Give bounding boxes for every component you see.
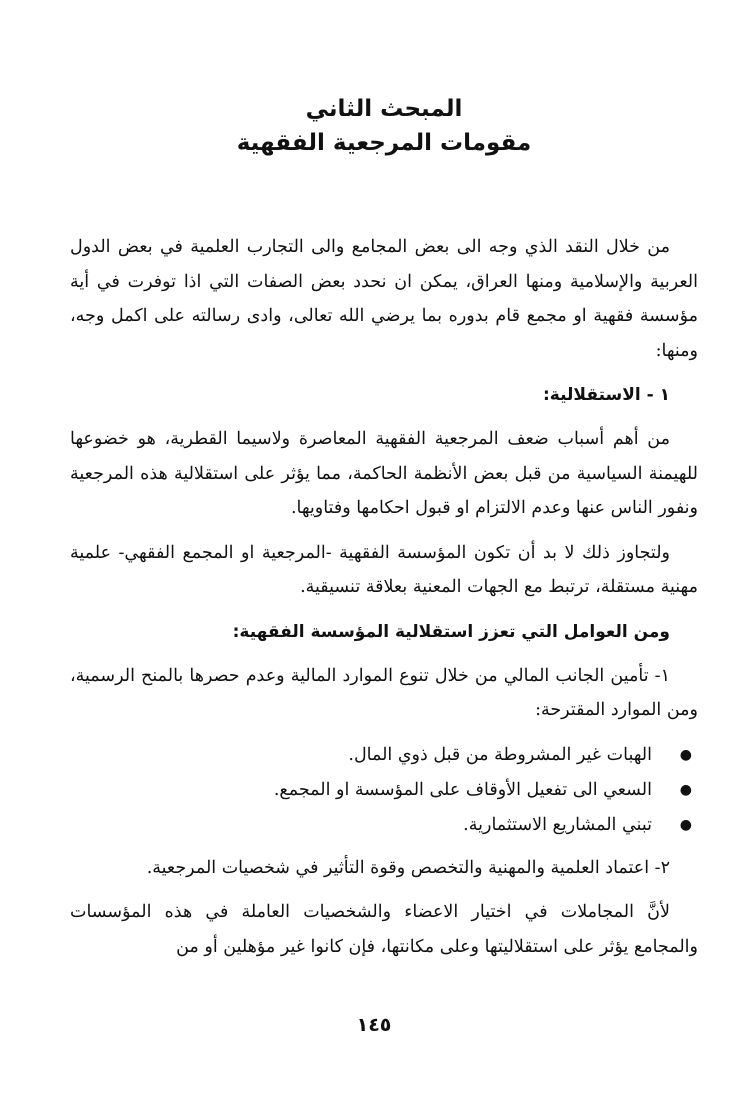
heading-factors: ومن العوامل التي تعزز استقلالية المؤسسة الفقهية:	[232, 621, 670, 642]
section-subtitle: مقومات المرجعية الفقهية	[236, 130, 532, 156]
list-item	[70, 773, 692, 808]
list-item	[70, 738, 692, 773]
bullet-icon: ●	[679, 816, 692, 833]
list-item-text: السعي الى تفعيل الأوقاف على المؤسسة او المجمع.	[273, 779, 652, 800]
heading-independence: ١ - الاستقلالية:	[543, 385, 670, 405]
paragraph-professionalism: ٢- اعتماد العلمية والمهنية والتخصص وقوة التأثير في شخصيات المرجعية.	[146, 857, 670, 878]
intro-paragraph: من خلال النقد الذي وجه الى بعض المجامع والى التجارب العلمية في بعض الدول العربية والإسلامية ومنها العراق، يمكن ان نحدد بعض الصفات التي اذا توفرت في أية مؤسسة فقهية او مجمع قام بدوره بما يرضي الله تعالى، وادى رسالته على اكمل وجه، ومنها:	[70, 237, 698, 361]
paragraph-political-dominance: من أهم أسباب ضعف المرجعية الفقهية المعاصرة ولاسيما القطرية، هو خضوعها للهيمنة السياسية من قبل بعض الأنظمة الحاكمة، مما يؤثر على استقلالية هذه المرجعية ونفور الناس عنها وعدم الالتزام او قبول احكامها وفتاويها.	[70, 429, 698, 518]
list-item-text: الهبات غير المشروطة من قبل ذوي المال.	[348, 744, 652, 765]
page-body	[70, 92, 698, 974]
list-item	[70, 808, 692, 843]
list-item-text: تبني المشاريع الاستثمارية.	[463, 814, 652, 835]
page-number: ١٤٥	[356, 1014, 392, 1036]
bullet-icon: ●	[679, 781, 692, 798]
paragraph-financial: ١- تأمين الجانب المالي من خلال تنوع الموارد المالية وعدم حصرها بالمنح الرسمية، ومن الموارد المقترحة:	[70, 665, 698, 720]
resource-list	[70, 738, 698, 843]
section-title: المبحث الثاني	[305, 96, 463, 122]
paragraph-overcome: ولتجاوز ذلك لا بد أن تكون المؤسسة الفقهية -المرجعية او المجمع الفقهي- علمية مهنية مستقلة، ترتبط مع الجهات المعنية بعلاقة تنسيقية.	[70, 542, 698, 597]
paragraph-favoritism: لأنَّ المجاملات في اختيار الاعضاء والشخصيات العاملة في هذه المؤسسات والمجامع يؤثر على استقلاليتها وعلى مكانتها، فإن كانوا غير مؤهلين أو من	[70, 902, 698, 957]
bullet-icon: ●	[679, 746, 692, 763]
